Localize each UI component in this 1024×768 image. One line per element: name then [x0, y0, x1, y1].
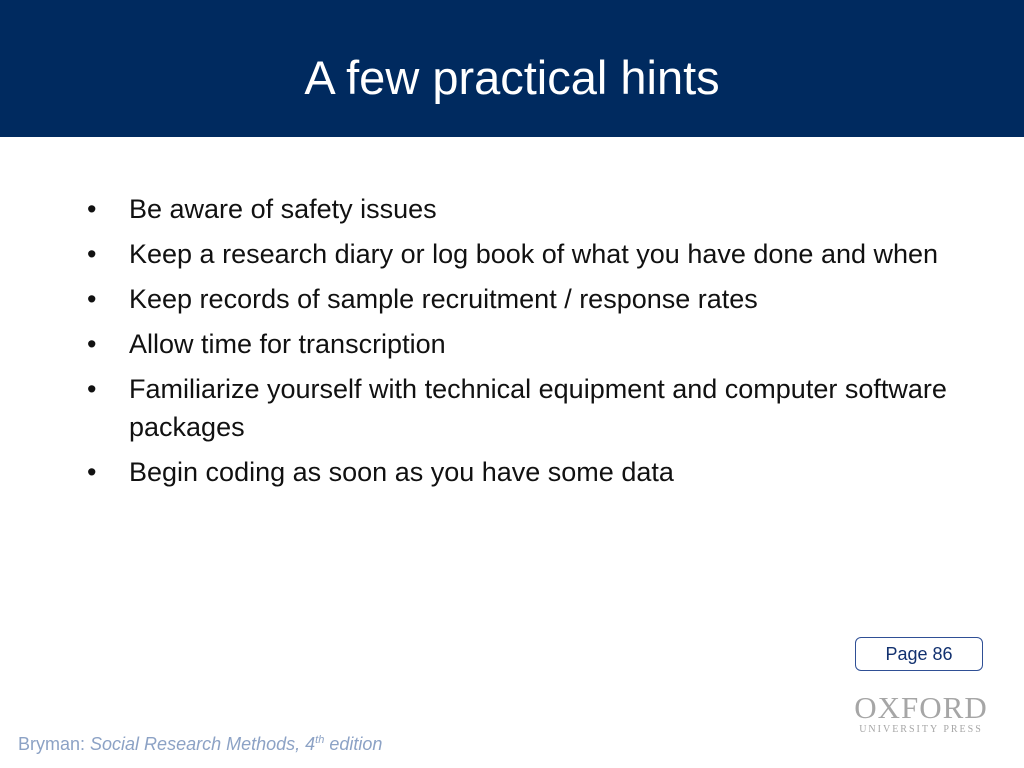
bullet-item — [85, 453, 955, 491]
citation-author: Bryman: — [18, 734, 91, 754]
bullet-list — [85, 190, 955, 498]
bullet-marker: • — [87, 457, 97, 487]
slide-title: A few practical hints — [304, 51, 720, 104]
citation-book-title: Social Research Methods — [90, 734, 296, 754]
logo-oxford: OXFORD — [854, 690, 988, 725]
bullet-marker: • — [87, 284, 97, 314]
title-banner — [0, 0, 1024, 137]
bullet-text: Keep a research diary or log book of what you have done and when — [129, 239, 939, 269]
bullet-text: Be aware of safety issues — [129, 194, 437, 224]
bullet-text: Allow time for transcription — [129, 329, 446, 359]
bullet-marker: • — [87, 194, 97, 224]
citation-edition-number: , 4 — [295, 734, 316, 754]
bullet-item — [85, 190, 955, 228]
bullet-item — [85, 235, 955, 273]
page-number-badge: Page 86 — [855, 637, 983, 671]
bullet-marker: • — [87, 329, 97, 359]
footer-citation — [18, 732, 382, 756]
citation-edition-text: edition — [324, 734, 383, 754]
bullet-item — [85, 280, 955, 318]
bullet-text: Keep records of sample recruitment / response rates — [129, 284, 758, 314]
bullet-item — [85, 370, 955, 446]
oxford-university-press-logo — [852, 690, 990, 738]
bullet-marker: • — [87, 239, 97, 269]
bullet-text: Begin coding as soon as you have some data — [129, 457, 674, 487]
bullet-item — [85, 325, 955, 363]
bullet-text: Familiarize yourself with technical equipment and computer software packages — [129, 374, 947, 442]
bullet-marker: • — [87, 374, 97, 404]
citation-edition-superscript: th — [315, 734, 325, 746]
logo-university-press: UNIVERSITY PRESS — [859, 724, 983, 735]
